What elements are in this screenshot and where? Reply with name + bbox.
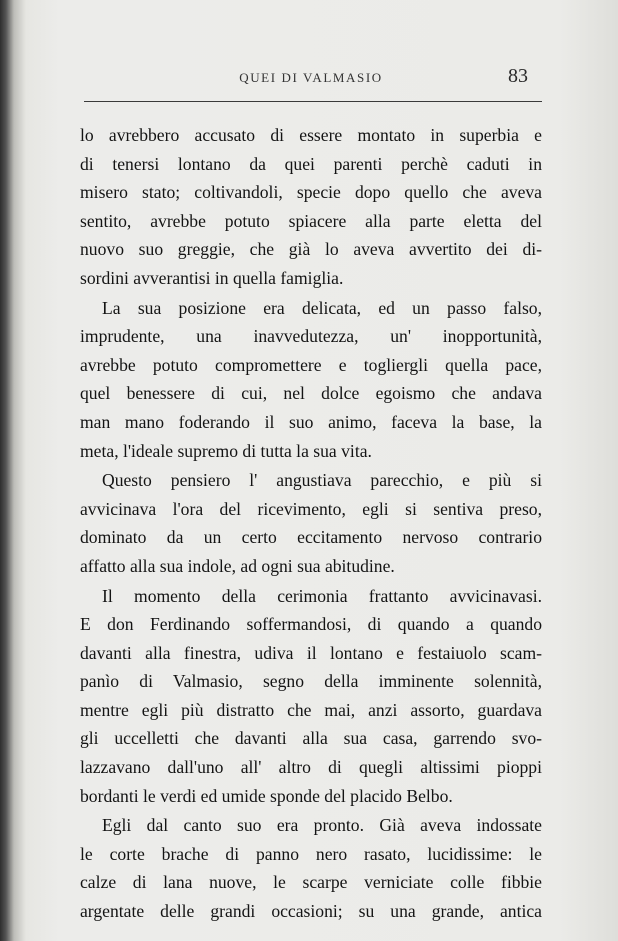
text-line: sentito, avrebbe potuto spiacere alla parte eletta del	[80, 210, 542, 231]
text-line: dominato da un certo eccitamento nervoso contrario	[80, 527, 542, 548]
text-line: affatto alla sua indole, ad ogni sua abitudine.	[80, 555, 395, 576]
running-title: QUEI DI VALMASIO	[239, 70, 383, 85]
text-line: panìo di Valmasio, segno della imminente solennità,	[80, 671, 542, 692]
text-line: nuovo suo greggie, che già lo aveva avvertito dei di-	[80, 239, 542, 260]
text-line: davanti alla finestra, udiva il lontano e festaiuolo scam-	[80, 642, 542, 663]
text-line: meta, l'ideale supremo di tutta la sua vita.	[80, 440, 372, 461]
page-header	[80, 62, 542, 102]
text-line: bordanti le verdi ed umide sponde del placido Belbo.	[80, 785, 453, 806]
text-line: Egli dal canto suo era pronto. Già aveva indossate	[102, 815, 542, 836]
text-line: di tenersi lontano da quei parenti perchè caduti in	[80, 153, 542, 174]
paragraph	[80, 294, 542, 466]
text-line: La sua posizione era delicata, ed un passo falso,	[102, 297, 542, 318]
text-line: avrebbe potuto compromettere e togliergli quella pace,	[80, 354, 542, 375]
text-line: Il momento della cerimonia frattanto avvicinavasi.	[102, 585, 542, 606]
text-line: imprudente, una inavvedutezza, un' inopportunità,	[80, 326, 542, 347]
paragraph	[80, 582, 542, 811]
text-line: man mano foderando il suo animo, faceva la base, la	[80, 411, 542, 432]
text-line: lazzavano dall'uno all' altro di quegli altissimi pioppi	[80, 757, 542, 778]
text-line: lo avrebbero accusato di essere montato in superbia e	[80, 125, 542, 145]
text-line: avvicinava l'ora del ricevimento, egli si sentiva preso,	[80, 498, 542, 519]
text-line: mentre egli più distratto che mai, anzi assorto, guardava	[80, 699, 542, 720]
paragraph	[80, 811, 542, 925]
text-line: E don Ferdinando soffermandosi, di quando a quando	[80, 614, 542, 635]
text-line: Questo pensiero l' angustiava parecchio, e più si	[102, 470, 542, 491]
text-line: sordini avverantisi in quella famiglia.	[80, 267, 344, 288]
text-line: le corte brache di panno nero rasato, lucidissime: le	[80, 843, 542, 864]
text-line: misero stato; coltivandoli, specie dopo quello che aveva	[80, 182, 542, 203]
page-number: 83	[508, 65, 528, 87]
text-line: calze di lana nuove, le scarpe verniciate colle fibbie	[80, 872, 542, 893]
text-line: argentate delle grandi occasioni; su una grande, antica	[80, 901, 542, 922]
text-line: gli uccelletti che davanti alla sua casa, garrendo svo-	[80, 728, 542, 749]
paragraph	[80, 121, 542, 293]
paragraph	[80, 466, 542, 580]
text-line: quel benessere di cui, nel dolce egoismo che andava	[80, 383, 542, 404]
body-text	[80, 121, 542, 926]
header-rule	[84, 101, 542, 102]
